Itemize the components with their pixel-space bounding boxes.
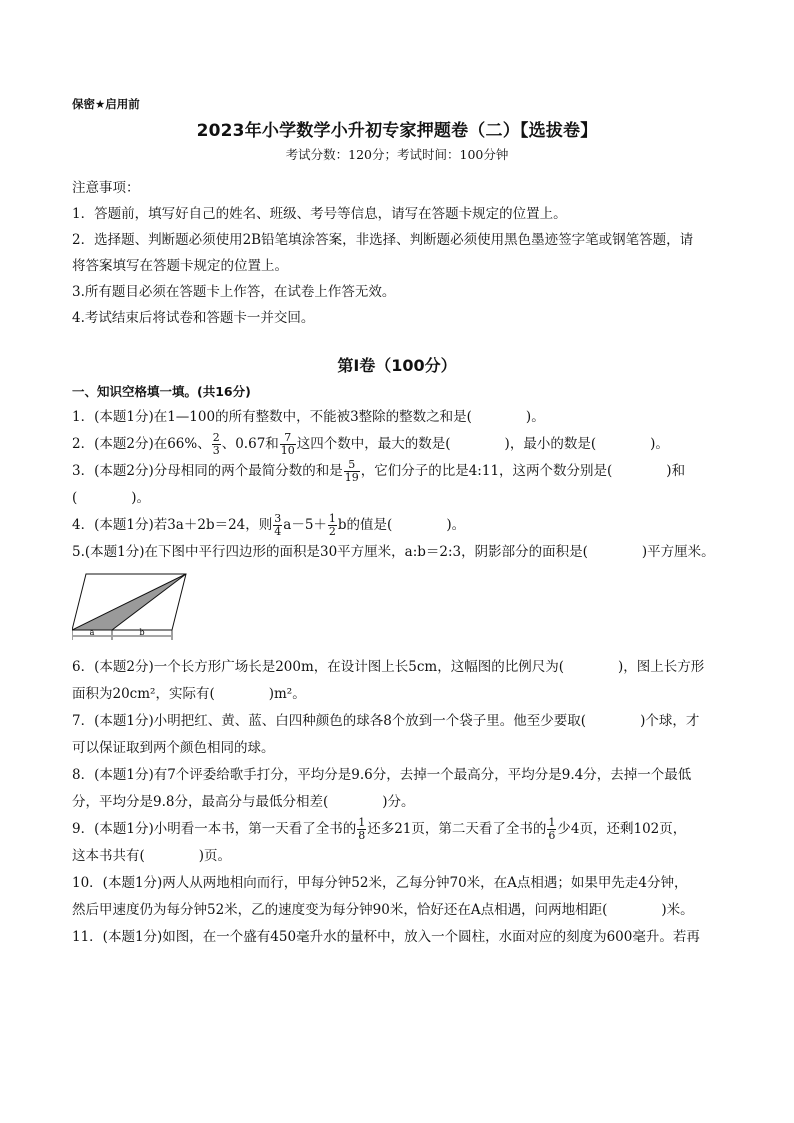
question-9: [72, 816, 722, 843]
denominator: 8: [358, 829, 366, 842]
question-text: 9．(本题1分)小明看一本书，第一天看了全书的: [72, 821, 357, 837]
question-9-cont: 这本书共有( )页。: [72, 848, 232, 864]
question-1: 1．(本题1分)在1—100的所有整数中，不能被3整除的整数之和是( )。: [72, 409, 545, 425]
question-11: 11．(本题1分)如图，在一个盛有450毫升水的量杯中，放入一个圆柱，水面对应的刻度为600毫升。若再: [72, 929, 700, 945]
question-3: [72, 458, 722, 485]
question-5: 5.(本题1分)在下图中平行四边形的面积是30平方厘米，a:b＝2:3，阴影部分的面积是( )平方厘米。: [72, 544, 715, 560]
question-2: [72, 431, 722, 458]
question-text: 这四个数中，最大的数是( )，最小的数是( )。: [296, 436, 669, 452]
question-8: 8．(本题1分)有7个评委给歌手打分，平均分是9.6分，去掉一个最高分，平均分是9.4分，去掉一个最低: [72, 767, 692, 783]
question-10-cont: 然后甲速度仍为每分钟52米，乙的速度变为每分钟90米，恰好还在A点相遇，问两地相距( )米。: [72, 902, 694, 918]
denominator: 2: [328, 525, 336, 538]
part-title: 一、知识空格填一填。(共16分): [72, 384, 251, 399]
question-text: 少4页，还剩102页，: [557, 821, 687, 837]
label-b: b: [139, 628, 145, 637]
section-title: 第I卷（100分）: [337, 356, 457, 375]
numerator: 7: [280, 432, 296, 445]
fraction: [273, 513, 282, 538]
fraction: [547, 817, 556, 842]
notice-item: 4.考试结束后将试卷和答题卡一并交回。: [72, 310, 315, 326]
notice-block: [72, 175, 722, 331]
parallelogram-figure: [72, 572, 722, 648]
fraction: [212, 432, 221, 457]
label-a: a: [89, 628, 95, 637]
question-text: ，它们分子的比是4:11，这两个数分别是( )和: [360, 463, 686, 479]
question-text: 3．(本题2分)分母相同的两个最简分数的和是: [72, 463, 343, 479]
question-text: 4．(本题1分)若3a＋2b＝24，则: [72, 517, 273, 533]
fraction: [328, 513, 337, 538]
exam-title: 2023年小学数学小升初专家押题卷（二）【选拔卷】: [196, 121, 598, 141]
question-4: [72, 512, 722, 539]
shaded-triangle: [72, 574, 186, 630]
question-7: 7．(本题1分)小明把红、黄、蓝、白四种颜色的球各8个放到一个袋子里。他至少要取( )个球，才: [72, 713, 700, 729]
question-text: b的值是( )。: [337, 517, 466, 533]
question-text: a－5＋: [283, 517, 327, 533]
numerator: 1: [358, 816, 366, 829]
numerator: 1: [328, 512, 336, 525]
notice-item: 将答案填写在答题卡规定的位置上。: [72, 258, 288, 274]
exam-page: [72, 96, 722, 951]
numerator: 2: [212, 431, 220, 444]
confidential-label: 保密★启用前: [72, 97, 140, 111]
numerator: 3: [274, 512, 282, 525]
denominator: 19: [344, 471, 359, 484]
fraction: [357, 817, 366, 842]
question-10: 10．(本题1分)两人从两地相向而行，甲每分钟52米，乙每分钟70米，在A点相遇；如果甲先走4分钟，: [72, 875, 688, 891]
notice-item: 3.所有题目必须在答题卡上作答，在试卷上作答无效。: [72, 284, 396, 300]
denominator: 4: [274, 525, 282, 538]
question-text: 、0.67和: [221, 436, 279, 452]
numerator: 5: [344, 459, 360, 472]
question-text: 2．(本题2分)在66%、: [72, 436, 211, 452]
question-7-cont: 可以保证取到两个颜色相同的球。: [72, 740, 275, 756]
fraction: [280, 432, 296, 457]
question-text: 还多21页，第二天看了全书的: [367, 821, 547, 837]
numerator: 1: [548, 816, 556, 829]
notice-heading: 注意事项：: [72, 180, 140, 196]
denominator: 10: [280, 444, 295, 457]
denominator: 6: [548, 829, 556, 842]
notice-item: 1．答题前，填写好自己的姓名、班级、考号等信息，请写在答题卡规定的位置上。: [72, 206, 567, 222]
question-6-cont: 面积为20cm²，实际有( )m²。: [72, 686, 306, 702]
exam-subtitle: 考试分数：120分；考试时间：100分钟: [285, 147, 509, 162]
question-6: 6．(本题2分)一个长方形广场长是200m，在设计图上长5cm，这幅图的比例尺为( )，图上长方形: [72, 659, 705, 675]
question-3-cont: ( )。: [72, 490, 151, 506]
denominator: 3: [212, 444, 220, 457]
parallelogram-diagram: [72, 572, 188, 644]
notice-item: 2．选择题、判断题必须使用2B铅笔填涂答案，非选择、判断题必须使用黑色墨迹签字笔或钢笔答题，请: [72, 232, 694, 248]
fraction: [344, 459, 360, 484]
question-8-cont: 分，平均分是9.8分，最高分与最低分相差( )分。: [72, 794, 415, 810]
